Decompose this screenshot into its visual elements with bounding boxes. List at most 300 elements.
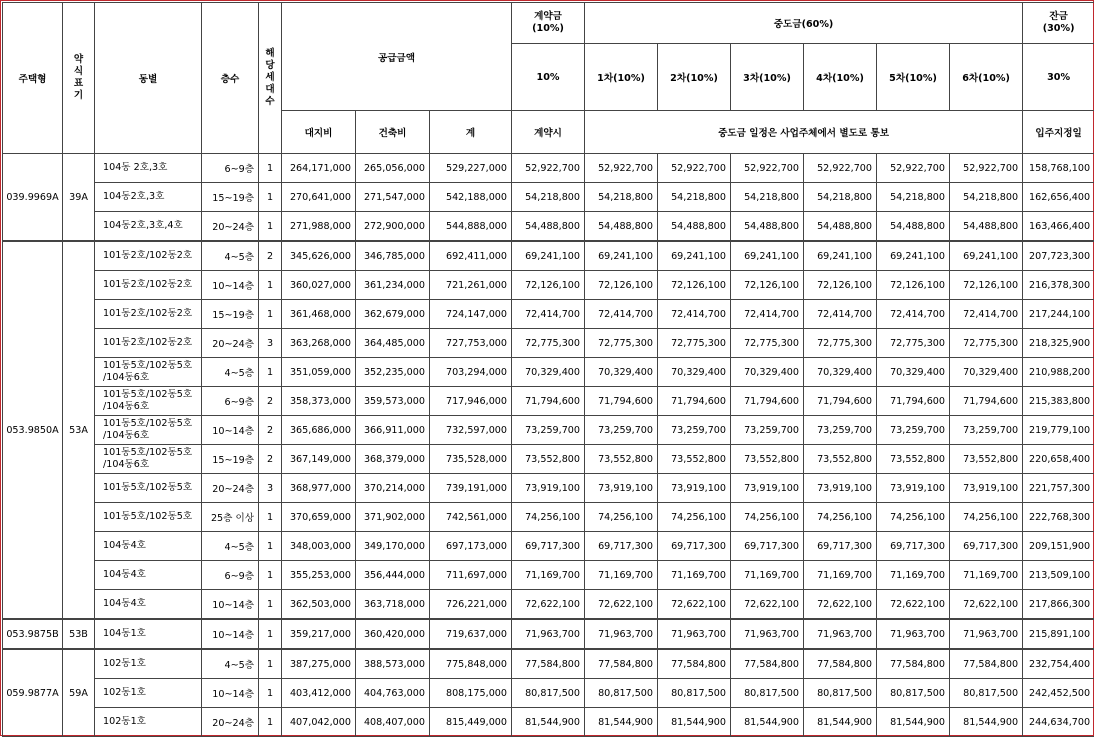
m3-cell: 72,622,100 — [731, 590, 804, 620]
m3-cell: 74,256,100 — [731, 503, 804, 532]
m2-cell: 81,544,900 — [658, 708, 731, 737]
units-cell: 1 — [259, 300, 282, 329]
type-cell: 039.9969A — [3, 154, 63, 242]
units-cell: 1 — [259, 679, 282, 708]
land-cell: 271,988,000 — [282, 212, 356, 242]
land-cell: 348,003,000 — [282, 532, 356, 561]
land-cell: 270,641,000 — [282, 183, 356, 212]
land-cell: 345,626,000 — [282, 241, 356, 271]
land-cell: 363,268,000 — [282, 329, 356, 358]
total-cell: 721,261,000 — [430, 271, 512, 300]
land-cell: 264,171,000 — [282, 154, 356, 183]
deposit-cell: 69,717,300 — [512, 532, 585, 561]
header-balance: 잔금 (30%) — [1023, 3, 1094, 44]
m6-cell: 81,544,900 — [950, 708, 1023, 737]
dong-line: 104동1호 — [103, 628, 201, 640]
units-cell: 1 — [259, 212, 282, 242]
building-cell: 265,056,000 — [356, 154, 430, 183]
deposit-cell: 54,218,800 — [512, 183, 585, 212]
dong-cell — [95, 503, 202, 532]
building-cell: 363,718,000 — [356, 590, 430, 620]
header-building: 건축비 — [356, 111, 430, 154]
header-middle: 중도금(60%) — [585, 3, 1023, 44]
dong-line: 102동1호 — [103, 687, 201, 699]
deposit-cell: 73,259,700 — [512, 416, 585, 445]
m4-cell: 72,775,300 — [804, 329, 877, 358]
total-cell: 815,449,000 — [430, 708, 512, 737]
m5-cell: 72,414,700 — [877, 300, 950, 329]
m6-cell: 72,622,100 — [950, 590, 1023, 620]
m3-cell: 69,717,300 — [731, 532, 804, 561]
floor-cell: 6~9층 — [202, 561, 259, 590]
table-row — [3, 183, 1094, 212]
balance-cell: 218,325,900 — [1023, 329, 1094, 358]
m2-cell: 80,817,500 — [658, 679, 731, 708]
dong-line: 101동5호/102동5호 — [103, 482, 201, 494]
supply-price-table — [2, 2, 1094, 737]
m1-cell: 77,584,800 — [585, 649, 658, 679]
table-row — [3, 212, 1094, 242]
m3-cell: 81,544,900 — [731, 708, 804, 737]
building-cell: 364,485,000 — [356, 329, 430, 358]
total-cell: 735,528,000 — [430, 445, 512, 474]
m5-cell: 70,329,400 — [877, 358, 950, 387]
units-cell: 3 — [259, 329, 282, 358]
total-cell: 732,597,000 — [430, 416, 512, 445]
deposit-cell: 72,775,300 — [512, 329, 585, 358]
table-body — [3, 154, 1094, 737]
m5-cell: 72,126,100 — [877, 271, 950, 300]
m1-cell: 74,256,100 — [585, 503, 658, 532]
type-cell: 053.9850A — [3, 241, 63, 619]
dong-cell — [95, 154, 202, 183]
m5-cell: 73,919,100 — [877, 474, 950, 503]
m5-cell: 72,775,300 — [877, 329, 950, 358]
balance-cell: 163,466,400 — [1023, 212, 1094, 242]
table-row — [3, 358, 1094, 387]
balance-cell: 232,754,400 — [1023, 649, 1094, 679]
dong-cell — [95, 271, 202, 300]
land-cell: 360,027,000 — [282, 271, 356, 300]
m1-cell: 71,794,600 — [585, 387, 658, 416]
units-cell: 1 — [259, 183, 282, 212]
balance-cell: 221,757,300 — [1023, 474, 1094, 503]
m5-cell: 72,622,100 — [877, 590, 950, 620]
floor-cell: 15~19층 — [202, 445, 259, 474]
dong-cell — [95, 679, 202, 708]
m4-cell: 81,544,900 — [804, 708, 877, 737]
dong-cell — [95, 329, 202, 358]
floor-cell: 4~5층 — [202, 241, 259, 271]
m3-cell: 52,922,700 — [731, 154, 804, 183]
balance-cell: 244,634,700 — [1023, 708, 1094, 737]
dong-line: /104동6호 — [103, 430, 201, 442]
m2-cell: 71,963,700 — [658, 619, 731, 649]
abbr-cell: 59A — [63, 649, 95, 737]
m5-cell: 54,488,800 — [877, 212, 950, 242]
dong-cell — [95, 649, 202, 679]
building-cell: 366,911,000 — [356, 416, 430, 445]
floor-cell: 20~24층 — [202, 212, 259, 242]
m2-cell: 73,259,700 — [658, 416, 731, 445]
building-cell: 272,900,000 — [356, 212, 430, 242]
dong-cell — [95, 241, 202, 271]
dong-line: 102동1호 — [103, 716, 201, 728]
abbr-cell: 53B — [63, 619, 95, 649]
m4-cell: 73,552,800 — [804, 445, 877, 474]
balance-cell: 213,509,100 — [1023, 561, 1094, 590]
m3-cell: 72,414,700 — [731, 300, 804, 329]
land-cell: 361,468,000 — [282, 300, 356, 329]
header-dong: 동별 — [95, 3, 202, 154]
units-cell: 2 — [259, 416, 282, 445]
deposit-cell: 74,256,100 — [512, 503, 585, 532]
building-cell: 346,785,000 — [356, 241, 430, 271]
units-cell: 1 — [259, 708, 282, 737]
header-deposit-pct: 10% — [512, 44, 585, 111]
deposit-cell: 71,963,700 — [512, 619, 585, 649]
header-supply: 공급금액 — [282, 3, 512, 111]
m2-cell: 69,241,100 — [658, 241, 731, 271]
total-cell: 742,561,000 — [430, 503, 512, 532]
dong-cell — [95, 416, 202, 445]
balance-cell: 207,723,300 — [1023, 241, 1094, 271]
deposit-cell: 72,126,100 — [512, 271, 585, 300]
table-row — [3, 708, 1094, 737]
header-middle-2: 2차(10%) — [658, 44, 731, 111]
dong-cell — [95, 590, 202, 620]
m1-cell: 80,817,500 — [585, 679, 658, 708]
table-row — [3, 445, 1094, 474]
m4-cell: 72,622,100 — [804, 590, 877, 620]
dong-cell — [95, 561, 202, 590]
units-cell: 1 — [259, 532, 282, 561]
m6-cell: 73,919,100 — [950, 474, 1023, 503]
m4-cell: 73,919,100 — [804, 474, 877, 503]
balance-cell: 242,452,500 — [1023, 679, 1094, 708]
m5-cell: 69,241,100 — [877, 241, 950, 271]
dong-line: 101동2호/102동2호 — [103, 279, 201, 291]
deposit-cell: 70,329,400 — [512, 358, 585, 387]
header-land: 대지비 — [282, 111, 356, 154]
m2-cell: 72,414,700 — [658, 300, 731, 329]
m4-cell: 71,169,700 — [804, 561, 877, 590]
m3-cell: 71,169,700 — [731, 561, 804, 590]
m3-cell: 73,259,700 — [731, 416, 804, 445]
m2-cell: 54,218,800 — [658, 183, 731, 212]
m6-cell: 54,488,800 — [950, 212, 1023, 242]
m4-cell: 77,584,800 — [804, 649, 877, 679]
land-cell: 351,059,000 — [282, 358, 356, 387]
m4-cell: 71,794,600 — [804, 387, 877, 416]
floor-cell: 20~24층 — [202, 329, 259, 358]
m3-cell: 71,963,700 — [731, 619, 804, 649]
units-cell: 1 — [259, 619, 282, 649]
dong-line: /104동6호 — [103, 401, 201, 413]
m5-cell: 71,963,700 — [877, 619, 950, 649]
building-cell: 362,679,000 — [356, 300, 430, 329]
m6-cell: 72,775,300 — [950, 329, 1023, 358]
header-units: 해 당 세 대 수 — [259, 3, 282, 154]
total-cell: 692,411,000 — [430, 241, 512, 271]
header-middle-4: 4차(10%) — [804, 44, 877, 111]
m6-cell: 52,922,700 — [950, 154, 1023, 183]
deposit-cell: 81,544,900 — [512, 708, 585, 737]
units-cell: 1 — [259, 503, 282, 532]
m1-cell: 69,717,300 — [585, 532, 658, 561]
table-row — [3, 679, 1094, 708]
total-cell: 529,227,000 — [430, 154, 512, 183]
floor-cell: 4~5층 — [202, 532, 259, 561]
dong-line: 101동2호/102동2호 — [103, 308, 201, 320]
m1-cell: 70,329,400 — [585, 358, 658, 387]
m6-cell: 74,256,100 — [950, 503, 1023, 532]
m4-cell: 73,259,700 — [804, 416, 877, 445]
header-middle-note: 중도금 일정은 사업주체에서 별도로 통보 — [585, 111, 1023, 154]
deposit-cell: 71,794,600 — [512, 387, 585, 416]
building-cell: 349,170,000 — [356, 532, 430, 561]
m3-cell: 73,552,800 — [731, 445, 804, 474]
balance-cell: 217,244,100 — [1023, 300, 1094, 329]
land-cell: 370,659,000 — [282, 503, 356, 532]
balance-cell: 162,656,400 — [1023, 183, 1094, 212]
building-cell: 404,763,000 — [356, 679, 430, 708]
dong-line: 101동2호/102동2호 — [103, 250, 201, 262]
m2-cell: 71,794,600 — [658, 387, 731, 416]
table-row — [3, 154, 1094, 183]
dong-line: 104동2호,3호 — [103, 191, 201, 203]
land-cell: 358,373,000 — [282, 387, 356, 416]
units-cell: 1 — [259, 590, 282, 620]
header-abbr: 약 식 표 기 — [63, 3, 95, 154]
header-total: 계 — [430, 111, 512, 154]
total-cell: 544,888,000 — [430, 212, 512, 242]
dong-cell — [95, 387, 202, 416]
units-cell: 1 — [259, 271, 282, 300]
m3-cell: 54,488,800 — [731, 212, 804, 242]
m1-cell: 72,414,700 — [585, 300, 658, 329]
deposit-cell: 71,169,700 — [512, 561, 585, 590]
m5-cell: 80,817,500 — [877, 679, 950, 708]
building-cell: 371,902,000 — [356, 503, 430, 532]
dong-cell — [95, 619, 202, 649]
table-row — [3, 271, 1094, 300]
m6-cell: 69,717,300 — [950, 532, 1023, 561]
dong-line: 101동2호/102동2호 — [103, 337, 201, 349]
m6-cell: 72,126,100 — [950, 271, 1023, 300]
balance-cell: 220,658,400 — [1023, 445, 1094, 474]
m3-cell: 77,584,800 — [731, 649, 804, 679]
deposit-cell: 80,817,500 — [512, 679, 585, 708]
m6-cell: 69,241,100 — [950, 241, 1023, 271]
dong-line: 104동4호 — [103, 540, 201, 552]
m3-cell: 80,817,500 — [731, 679, 804, 708]
header-middle-5: 5차(10%) — [877, 44, 950, 111]
m4-cell: 54,218,800 — [804, 183, 877, 212]
balance-cell: 216,378,300 — [1023, 271, 1094, 300]
table-row — [3, 649, 1094, 679]
m3-cell: 72,126,100 — [731, 271, 804, 300]
balance-cell: 215,891,100 — [1023, 619, 1094, 649]
total-cell: 542,188,000 — [430, 183, 512, 212]
m5-cell: 69,717,300 — [877, 532, 950, 561]
building-cell: 360,420,000 — [356, 619, 430, 649]
m2-cell: 73,919,100 — [658, 474, 731, 503]
header-floor: 층수 — [202, 3, 259, 154]
m3-cell: 71,794,600 — [731, 387, 804, 416]
building-cell: 408,407,000 — [356, 708, 430, 737]
dong-line: 101동5호/102동5호 — [103, 511, 201, 523]
m5-cell: 74,256,100 — [877, 503, 950, 532]
building-cell: 361,234,000 — [356, 271, 430, 300]
m5-cell: 54,218,800 — [877, 183, 950, 212]
floor-cell: 10~14층 — [202, 619, 259, 649]
dong-cell — [95, 183, 202, 212]
m4-cell: 72,414,700 — [804, 300, 877, 329]
m5-cell: 71,794,600 — [877, 387, 950, 416]
m1-cell: 71,963,700 — [585, 619, 658, 649]
m4-cell: 69,241,100 — [804, 241, 877, 271]
table-row — [3, 416, 1094, 445]
balance-cell: 210,988,200 — [1023, 358, 1094, 387]
table-row — [3, 561, 1094, 590]
m2-cell: 69,717,300 — [658, 532, 731, 561]
m4-cell: 52,922,700 — [804, 154, 877, 183]
dong-cell — [95, 300, 202, 329]
floor-cell: 10~14층 — [202, 416, 259, 445]
m3-cell: 72,775,300 — [731, 329, 804, 358]
m2-cell: 54,488,800 — [658, 212, 731, 242]
m2-cell: 74,256,100 — [658, 503, 731, 532]
total-cell: 703,294,000 — [430, 358, 512, 387]
abbr-cell: 39A — [63, 154, 95, 242]
m3-cell: 73,919,100 — [731, 474, 804, 503]
total-cell: 719,637,000 — [430, 619, 512, 649]
balance-cell: 158,768,100 — [1023, 154, 1094, 183]
dong-line: 104동4호 — [103, 598, 201, 610]
land-cell: 403,412,000 — [282, 679, 356, 708]
m1-cell: 81,544,900 — [585, 708, 658, 737]
m1-cell: 72,622,100 — [585, 590, 658, 620]
units-cell: 2 — [259, 387, 282, 416]
m1-cell: 52,922,700 — [585, 154, 658, 183]
total-cell: 808,175,000 — [430, 679, 512, 708]
land-cell: 387,275,000 — [282, 649, 356, 679]
m4-cell: 71,963,700 — [804, 619, 877, 649]
m6-cell: 73,552,800 — [950, 445, 1023, 474]
m1-cell: 72,126,100 — [585, 271, 658, 300]
m2-cell: 52,922,700 — [658, 154, 731, 183]
floor-cell: 20~24층 — [202, 474, 259, 503]
m4-cell: 72,126,100 — [804, 271, 877, 300]
m4-cell: 74,256,100 — [804, 503, 877, 532]
m6-cell: 70,329,400 — [950, 358, 1023, 387]
dong-cell — [95, 708, 202, 737]
dong-cell — [95, 474, 202, 503]
deposit-cell: 73,552,800 — [512, 445, 585, 474]
table-row — [3, 329, 1094, 358]
land-cell: 367,149,000 — [282, 445, 356, 474]
m4-cell: 54,488,800 — [804, 212, 877, 242]
units-cell: 2 — [259, 241, 282, 271]
dong-line: 101동5호/102동5호 — [103, 389, 201, 401]
header-middle-1: 1차(10%) — [585, 44, 658, 111]
table-row — [3, 503, 1094, 532]
m6-cell: 72,414,700 — [950, 300, 1023, 329]
m6-cell: 71,963,700 — [950, 619, 1023, 649]
land-cell: 355,253,000 — [282, 561, 356, 590]
dong-line: 104동4호 — [103, 569, 201, 581]
deposit-cell: 72,414,700 — [512, 300, 585, 329]
floor-cell: 25층 이상 — [202, 503, 259, 532]
balance-cell: 209,151,900 — [1023, 532, 1094, 561]
m2-cell: 77,584,800 — [658, 649, 731, 679]
m1-cell: 73,259,700 — [585, 416, 658, 445]
dong-line: 101동5호/102동5호 — [103, 447, 201, 459]
m1-cell: 73,919,100 — [585, 474, 658, 503]
building-cell: 370,214,000 — [356, 474, 430, 503]
header-balance-pct: 30% — [1023, 44, 1094, 111]
table-row — [3, 532, 1094, 561]
m1-cell: 71,169,700 — [585, 561, 658, 590]
m3-cell: 54,218,800 — [731, 183, 804, 212]
deposit-cell: 73,919,100 — [512, 474, 585, 503]
total-cell: 724,147,000 — [430, 300, 512, 329]
deposit-cell: 77,584,800 — [512, 649, 585, 679]
m2-cell: 70,329,400 — [658, 358, 731, 387]
m1-cell: 69,241,100 — [585, 241, 658, 271]
table-row — [3, 300, 1094, 329]
type-cell: 059.9877A — [3, 649, 63, 737]
m5-cell: 71,169,700 — [877, 561, 950, 590]
total-cell: 717,946,000 — [430, 387, 512, 416]
total-cell: 726,221,000 — [430, 590, 512, 620]
m4-cell: 70,329,400 — [804, 358, 877, 387]
balance-cell: 219,779,100 — [1023, 416, 1094, 445]
table-row — [3, 474, 1094, 503]
m5-cell: 52,922,700 — [877, 154, 950, 183]
units-cell: 2 — [259, 445, 282, 474]
dong-line: 101동5호/102동5호 — [103, 360, 201, 372]
m6-cell: 54,218,800 — [950, 183, 1023, 212]
building-cell: 388,573,000 — [356, 649, 430, 679]
table-row — [3, 387, 1094, 416]
header-type: 주택형 — [3, 3, 63, 154]
dong-line: 104동 2호,3호 — [103, 162, 201, 174]
m2-cell: 73,552,800 — [658, 445, 731, 474]
building-cell: 271,547,000 — [356, 183, 430, 212]
floor-cell: 10~14층 — [202, 590, 259, 620]
m4-cell: 80,817,500 — [804, 679, 877, 708]
m5-cell: 81,544,900 — [877, 708, 950, 737]
balance-cell: 215,383,800 — [1023, 387, 1094, 416]
units-cell: 1 — [259, 561, 282, 590]
m5-cell: 73,552,800 — [877, 445, 950, 474]
building-cell: 368,379,000 — [356, 445, 430, 474]
deposit-cell: 72,622,100 — [512, 590, 585, 620]
m1-cell: 54,218,800 — [585, 183, 658, 212]
dong-cell — [95, 358, 202, 387]
m6-cell: 77,584,800 — [950, 649, 1023, 679]
dong-line: 104동2호,3호,4호 — [103, 220, 201, 232]
table-row — [3, 590, 1094, 620]
floor-cell: 6~9층 — [202, 154, 259, 183]
m6-cell: 80,817,500 — [950, 679, 1023, 708]
dong-line: /104동6호 — [103, 372, 201, 384]
dong-line: 102동1호 — [103, 658, 201, 670]
building-cell: 356,444,000 — [356, 561, 430, 590]
deposit-cell: 69,241,100 — [512, 241, 585, 271]
